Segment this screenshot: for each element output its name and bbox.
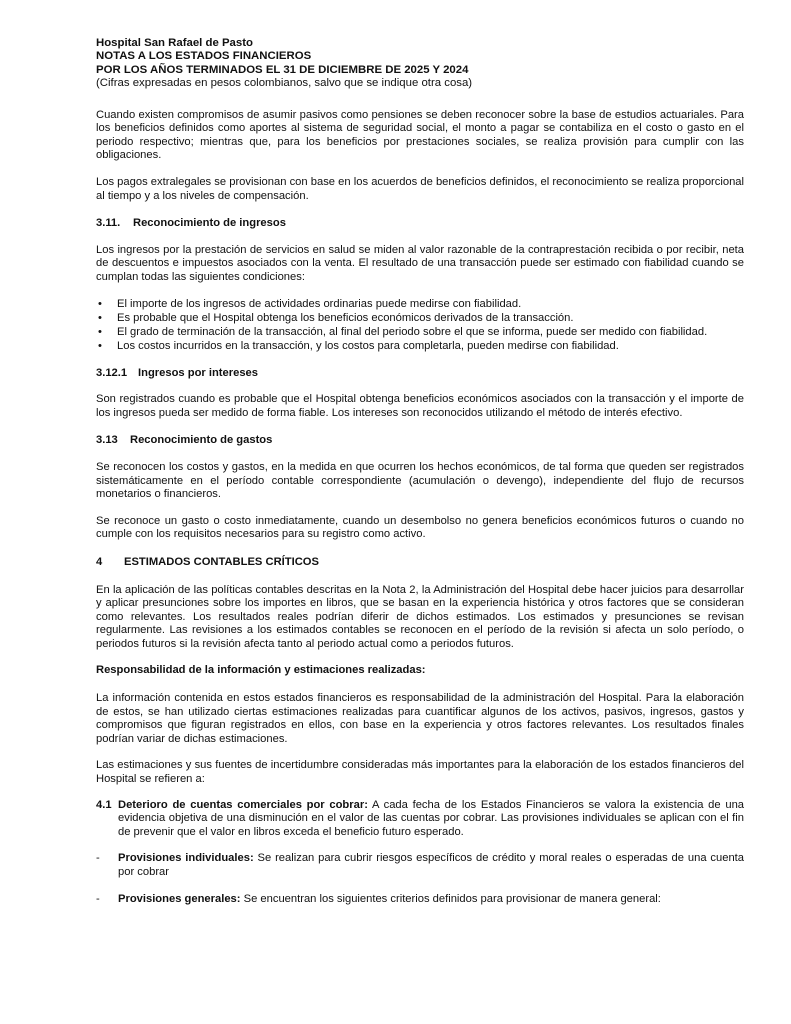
section-number: 4: [96, 555, 103, 568]
bullet-icon: •: [98, 297, 102, 310]
section-heading-3-11: [96, 217, 744, 231]
bullet-icon: •: [98, 339, 102, 352]
section-title: Reconocimiento de gastos: [130, 434, 273, 447]
section-heading-4: [96, 556, 744, 570]
dash-icon: -: [96, 892, 100, 905]
item-bold-lead: Provisiones individuales:: [118, 852, 254, 865]
dash-item-individual-provisions: [96, 852, 744, 879]
list-item: • Los costos incurridos en la transacción, y los costos para completarla, pueden medirse con fiabilidad.: [98, 339, 619, 352]
paragraph-pensions: Cuando existen compromisos de asumir pasivos como pensiones se deben reconocer sobre la base de estudios actuariales. Para los beneficios definidos como aportes al sistema de seguridad social, el monto a pagar se contabiliza en el costo o gasto en el periodo respectivo; mientras que, para los beneficios por prestaciones sociales, se realiza provisión para cumplir con las obligaciones.: [96, 108, 744, 162]
item-number: 4.1: [96, 798, 112, 811]
paragraph-responsibility: La información contenida en estos estados financieros es responsabilidad de la administración del Hospital. Para la elaboración de estos, se han utilizado ciertas estimaciones realizadas para cuantificar algunos de los activos, pasivos, ingresos, gastos y compromisos que figuran registrados en ellos, con base en la experiencia y otros factores relevantes. Los resultados finales podrían variar de dichas estimaciones.: [96, 692, 744, 745]
dash-icon: -: [96, 852, 100, 865]
numbered-item-4-1: [96, 799, 744, 840]
section-number: 3.13: [96, 434, 118, 447]
paragraph-estimates-sources: Las estimaciones y sus fuentes de incertidumbre consideradas más importantes para la elaboración de los estados financieros del Hospital se refieren a:: [96, 759, 744, 786]
section-title: Reconocimiento de ingresos: [133, 217, 286, 230]
item-text: Se encuentran los siguientes criterios definidos para provisionar de manera general:: [240, 892, 661, 905]
header-period: POR LOS AÑOS TERMINADOS EL 31 DE DICIEMBRE DE 2025 Y 2024: [96, 63, 469, 76]
document-page: [96, 37, 744, 906]
section-heading-3-13: [96, 434, 744, 448]
paragraph-revenue-measurement: Los ingresos por la prestación de servicios en salud se miden al valor razonable de la contraprestación recibida o por recibir, neta de descuentos e impuestos asociados con la venta. El resultado de una transacción puede ser estimado con fiabilidad cuando se cumplan todas las siguientes condiciones:: [96, 243, 744, 283]
header-notes-title: NOTAS A LOS ESTADOS FINANCIEROS: [96, 50, 312, 63]
item-bold-lead: Provisiones generales:: [118, 892, 241, 905]
item-text: Se realizan para cubrir riesgos específicos de crédito y moral reales o esperadas de una cuenta por cobrar: [118, 852, 744, 878]
item-text: A cada fecha de los Estados Financieros se valora la existencia de una evidencia objetiva de una disminución en el valor de las cuentas por cobrar. Las provisiones individuales se aplican con el fin de prevenir que el valor en libros exceda el beneficio futuro esperado.: [118, 798, 745, 838]
document-header: [96, 37, 744, 91]
list-item: • Es probable que el Hospital obtenga los beneficios económicos derivados de la transacción.: [98, 311, 574, 324]
section-title: ESTIMADOS CONTABLES CRÍTICOS: [124, 555, 319, 568]
paragraph-interest-income: Son registrados cuando es probable que el Hospital obtenga beneficios económicos asociados con la transacción y el importe de los ingresos pueda ser medido de forma fiable. Los intereses son reconocidos utilizando el método de interés efectivo.: [96, 393, 744, 419]
dash-item-general-provisions: [96, 893, 744, 907]
paragraph-extralegal-payments: Los pagos extralegales se provisionan con base en los acuerdos de beneficios definidos, el reconocimiento se realiza proporcional al tiempo y a los niveles de compensación.: [96, 176, 744, 202]
responsibility-heading: Responsabilidad de la información y estimaciones realizadas:: [96, 664, 426, 677]
conditions-list: [96, 297, 744, 353]
header-hospital-name: Hospital San Rafael de Pasto: [96, 37, 253, 49]
paragraph-accounting-policies: En la aplicación de las políticas contables descritas en la Nota 2, la Administración del Hospital debe hacer juicios para desarrollar y aplicar presunciones sobre los importes en libros, que se basan en la experiencia histórica y otros factores que se consideran como relevantes. Los resultados reales podrían diferir de dichos estimados. Los estimados y presunciones se revisan regularmente. Las revisiones a los estimados contables se reconocen en el período de la revisión si afecta un solo período, o periodos futuros si la revisión afecta tanto al periodo actual como a periodos futuros.: [96, 583, 744, 650]
section-heading-3-12-1: [96, 367, 744, 381]
list-item: • El grado de terminación de la transacción, al final del periodo sobre el que se informa, puede ser medido con fiabilidad.: [98, 325, 708, 338]
section-number: 3.12.1: [96, 366, 128, 379]
item-bold-lead: Deterioro de cuentas comerciales por cobrar:: [118, 798, 368, 811]
section-title: Ingresos por intereses: [138, 366, 258, 379]
list-item: • El importe de los ingresos de actividades ordinarias puede medirse con fiabilidad.: [98, 297, 522, 310]
section-number: 3.11.: [96, 217, 121, 230]
bullet-icon: •: [98, 325, 102, 338]
header-currency-note: (Cifras expresadas en pesos colombianos, salvo que se indique otra cosa): [96, 77, 473, 90]
paragraph-expense-recognition: Se reconocen los costos y gastos, en la medida en que ocurren los hechos económicos, de tal forma que queden ser registrados sistemáticamente en el período contable correspondiente (acumulación o devengo), independiente del flujo de recursos monetarios o financieros.: [96, 460, 744, 501]
paragraph-immediate-expense: Se reconoce un gasto o costo inmediatamente, cuando un desembolso no genera beneficios económicos futuros o cuando no cumple con los requisitos necesarios para su registro como activo.: [96, 514, 744, 541]
bullet-icon: •: [98, 311, 102, 324]
